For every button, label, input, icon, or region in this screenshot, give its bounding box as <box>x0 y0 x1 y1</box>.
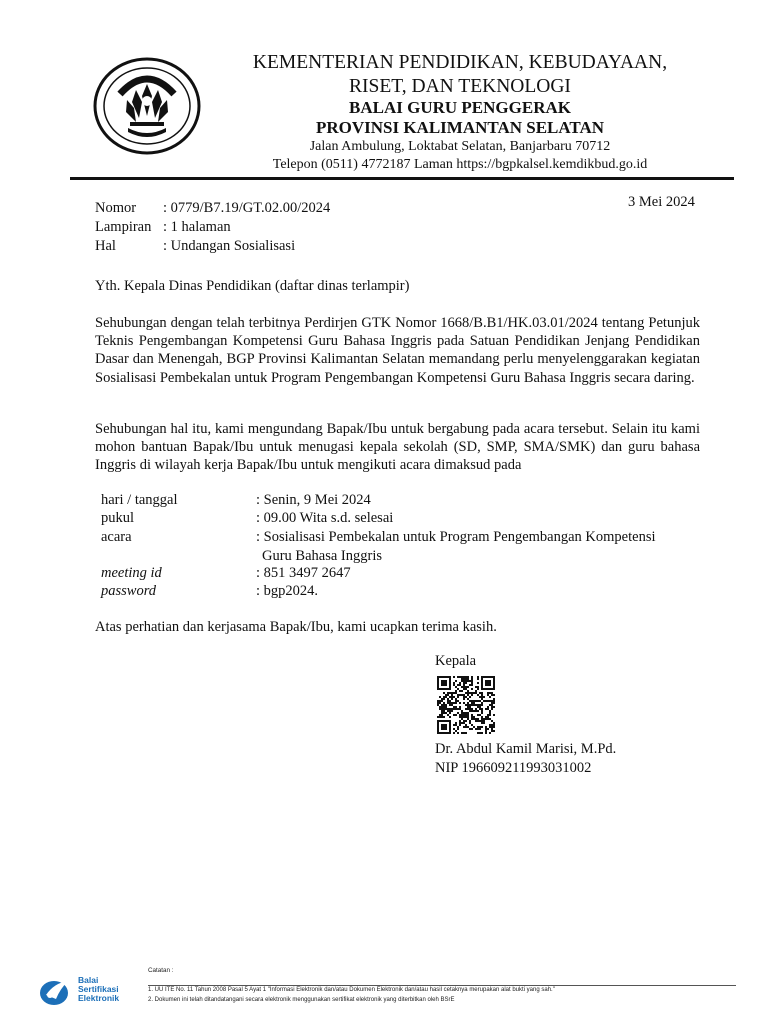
paragraph-1: Sehubungan dengan telah terbitnya Perdirjen GTK Nomor 1668/B.B1/HK.03.01/2024 tentang Petunjuk Teknis Pengembangan Kompetensi Guru Bahasa Inggris pada Satuan Pendidikan Jenjang Pendidikan Dasar dan Menengah, BGP Provinsi Kalimantan Selatan memandang perlu menyelenggarakan kegiatan Sosialisasi Pembekalan untuk Program Pengembangan Kompetensi Guru Bahasa Inggris secara daring. <box>95 315 700 386</box>
bsre-name <box>78 976 119 1003</box>
nomor-label: Nomor <box>95 200 137 216</box>
ministry-name-line1: KEMENTERIAN PENDIDIKAN, KEBUDAYAAN, <box>252 52 668 73</box>
letter-date: 3 Mei 2024 <box>628 194 695 210</box>
detail-row-time <box>101 509 393 528</box>
detail-label: password <box>101 583 157 599</box>
note-2: 2. Dokumen ini telah ditandatangani secara elektronik menggunakan sertifikat elektronik yang diterbitkan oleh BSrE <box>148 997 455 1003</box>
bsre-line3: Elektronik <box>78 993 120 1003</box>
detail-label: acara <box>101 529 132 545</box>
qr-code <box>437 676 495 734</box>
closing-text: Atas perhatian dan kerjasama Bapak/Ibu, kami ucapkan terima kasih. <box>95 619 497 635</box>
office-address: Jalan Ambulung, Loktabat Selatan, Banjarbaru 70712 <box>309 139 611 154</box>
letterhead-divider <box>70 177 734 180</box>
footer <box>38 965 738 1015</box>
detail-row-meeting-id <box>101 564 351 583</box>
detail-value: : bgp2024. <box>256 583 319 599</box>
bsre-logo-icon <box>38 977 74 1012</box>
office-contact: Telepon (0511) 4772187 Laman https://bgpkalsel.kemdikbud.go.id <box>272 157 648 172</box>
detail-value <box>256 528 656 565</box>
ministry-logo <box>92 56 202 156</box>
lampiran-row <box>95 219 231 236</box>
lampiran-label: Lampiran <box>95 219 152 235</box>
signatory-nip: NIP 196609211993031002 <box>435 760 592 776</box>
detail-row-event <box>101 528 656 565</box>
bsre-line1: Balai <box>78 975 99 985</box>
lampiran-value: : 1 halaman <box>163 219 231 235</box>
ministry-name-line2: RISET, DAN TEKNOLOGI <box>349 76 571 97</box>
detail-value-line2: Guru Bahasa Inggris <box>262 547 383 564</box>
addressee: Yth. Kepala Dinas Pendidikan (daftar dinas terlampir) <box>95 278 410 294</box>
detail-value: : Senin, 9 Mei 2024 <box>256 492 371 508</box>
detail-value: : 09.00 Wita s.d. selesai <box>256 510 394 526</box>
detail-label: meeting id <box>101 565 162 581</box>
signatory-position: Kepala <box>435 653 477 669</box>
province-name: PROVINSI KALIMANTAN SELATAN <box>315 118 605 137</box>
detail-row-password <box>101 582 318 601</box>
nomor-row <box>95 200 330 217</box>
signatory-name: Dr. Abdul Kamil Marisi, M.Pd. <box>435 741 617 757</box>
notes-title: Catatan : <box>148 967 174 974</box>
detail-row-date <box>101 491 371 510</box>
bsre-line2: Sertifikasi <box>78 984 119 994</box>
detail-value-line1: : Sosialisasi Pembekalan untuk Program Pengembangan Kompetensi <box>256 529 656 545</box>
hal-value: : Undangan Sosialisasi <box>163 238 296 254</box>
hal-label: Hal <box>95 238 116 254</box>
notes-divider <box>148 985 736 986</box>
office-name: BALAI GURU PENGGERAK <box>349 98 571 117</box>
detail-value: : 851 3497 2647 <box>256 565 351 581</box>
nomor-value: : 0779/B7.19/GT.02.00/2024 <box>163 200 331 216</box>
detail-label: hari / tanggal <box>101 492 178 508</box>
paragraph-2: Sehubungan hal itu, kami mengundang Bapak/Ibu untuk bergabung pada acara tersebut. Selain itu kami mohon bantuan Bapak/Ibu untuk menugasi kepala sekolah (SD, SMP, SMA/SMK) dan guru bahasa Inggris di wilayah kerja Bapak/Ibu untuk mengikuti acara dimaksud pada <box>95 421 700 474</box>
hal-row <box>95 238 295 255</box>
note-1: 1. UU ITE No. 11 Tahun 2008 Pasal 5 Ayat 1 "Informasi Elektronik dan/atau Dokumen Elektronik dan/atau hasil cetaknya merupakan alat bukti yang sah." <box>148 987 555 993</box>
detail-label: pukul <box>101 510 135 526</box>
